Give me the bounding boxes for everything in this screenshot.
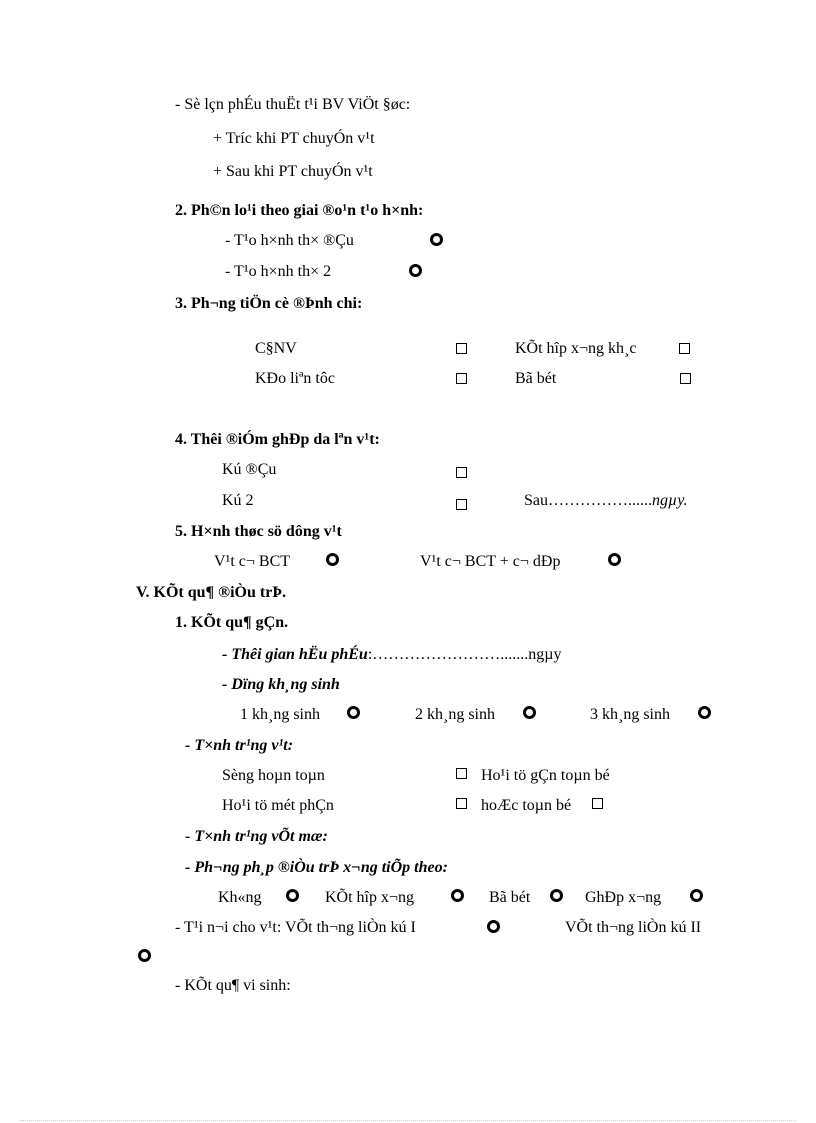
- page-bottom-divider: [20, 1120, 796, 1121]
- label-stage-two: Kú 2: [222, 492, 254, 509]
- label-none: Kh«ng: [218, 889, 262, 906]
- label-three-antibiotics: 3 kh¸ng sinh: [590, 706, 670, 723]
- radio-secondary-healing[interactable]: [138, 949, 151, 962]
- line-before-flap: + Tríc khi PT chuyÓn v¹t: [213, 130, 375, 147]
- label-traction: KÐo liªn tôc: [255, 370, 335, 387]
- label-total-necrosis: hoÆc toµn bé: [481, 797, 572, 814]
- label-cast-2: Bã bét: [489, 889, 531, 906]
- radio-bone-graft[interactable]: [690, 889, 703, 902]
- checkbox-early-stage[interactable]: [456, 467, 467, 478]
- label-secondary-healing: VÕt th¬ng liÒn kú II: [565, 919, 702, 936]
- heading-bone-treatment: - Ph¬ng ph¸p ®iÒu trÞ x¬ng tiÕp theo:: [185, 859, 448, 876]
- checkbox-bone-fixation[interactable]: [679, 343, 690, 354]
- heading-short-term: 1. KÕt qu¶ gÇn.: [175, 614, 289, 631]
- label-one-antibiotic: 1 kh¸ng sinh: [240, 706, 320, 723]
- checkbox-cast[interactable]: [680, 373, 691, 384]
- heading-flap-status: - T×nh tr¹ng v¹t:: [185, 737, 294, 754]
- label-bct-flap-combined: V¹t c¬ BCT + c¬ dÐp: [420, 553, 561, 570]
- radio-bct-flap[interactable]: [326, 553, 339, 566]
- heading-flap-type: 5. H×nh thøc sö dông v¹t: [175, 523, 342, 540]
- heading-classification: 2. Ph©n lo¹i theo giai ®o¹n t¹o h×nh:: [175, 202, 424, 219]
- line-surgery-count: - Sè lçn phÉu thuËt t¹i BV ViÖt §øc:: [175, 96, 411, 113]
- label-second-stage: - T¹o h×nh th× 2: [225, 263, 332, 280]
- heading-fixation: 3. Ph¬ng tiÖn cè ®Þnh chi:: [175, 295, 363, 312]
- label-early-stage: Kú ®Çu: [222, 461, 277, 478]
- label-bone-fixation-2: KÕt hîp x¬ng: [325, 889, 415, 906]
- radio-second-stage[interactable]: [409, 264, 422, 277]
- line-after-flap: + Sau khi PT chuyÓn v¹t: [213, 163, 373, 180]
- label-two-antibiotics: 2 kh¸ng sinh: [415, 706, 495, 723]
- checkbox-partial-necrosis[interactable]: [456, 798, 467, 809]
- label-bone-fixation: KÕt hîp x¬ng kh¸c: [515, 340, 637, 357]
- radio-first-stage[interactable]: [430, 233, 443, 246]
- radio-bct-flap-combined[interactable]: [608, 553, 621, 566]
- radio-none[interactable]: [286, 889, 299, 902]
- label-first-stage: - T¹o h×nh th× ®Çu: [225, 232, 354, 249]
- label-bct-flap: V¹t c¬ BCT: [214, 553, 291, 570]
- radio-two-antibiotics[interactable]: [523, 706, 536, 719]
- checkbox-total-necrosis[interactable]: [592, 798, 603, 809]
- heading-results: V. KÕt qu¶ ®iÒu trÞ.: [136, 584, 287, 601]
- line-postop-time: - Thêi gian hËu phÉu:…………………….......ngµy: [222, 646, 562, 663]
- heading-antibiotics: - Dïng kh¸ng sinh: [222, 676, 340, 693]
- radio-cast-2[interactable]: [550, 889, 563, 902]
- line-microbiology: - KÕt qu¶ vi sinh:: [175, 977, 291, 994]
- label-cast: Bã bét: [515, 370, 557, 387]
- radio-bone-fixation-2[interactable]: [451, 889, 464, 902]
- checkbox-fully-alive[interactable]: [456, 768, 467, 779]
- checkbox-traction[interactable]: [456, 373, 467, 384]
- label-fully-alive: Sèng hoµn toµn: [222, 767, 325, 784]
- heading-wound-status: - T×nh tr¹ng vÕt mæ:: [185, 828, 328, 845]
- radio-three-antibiotics[interactable]: [698, 706, 711, 719]
- heading-graft-time: 4. Thêi ®iÓm ghÐp da lªn v¹t:: [175, 431, 380, 448]
- radio-primary-healing[interactable]: [487, 920, 500, 933]
- checkbox-cdnv[interactable]: [456, 343, 467, 354]
- label-after-days: Sau……………......ngµy.: [524, 492, 688, 509]
- radio-one-antibiotic[interactable]: [347, 706, 360, 719]
- label-donor-primary-healing: - T¹i n¬i cho v¹t: VÕt th¬ng liÒn kú I: [175, 919, 416, 936]
- checkbox-stage-two[interactable]: [456, 499, 467, 510]
- label-partial-necrosis: Ho¹i tö mét phÇn: [222, 797, 334, 814]
- label-bone-graft: GhÐp x¬ng: [585, 889, 662, 906]
- label-near-total-necrosis: Ho¹i tö gÇn toµn bé: [481, 767, 610, 784]
- label-cdnv: C§NV: [255, 340, 297, 357]
